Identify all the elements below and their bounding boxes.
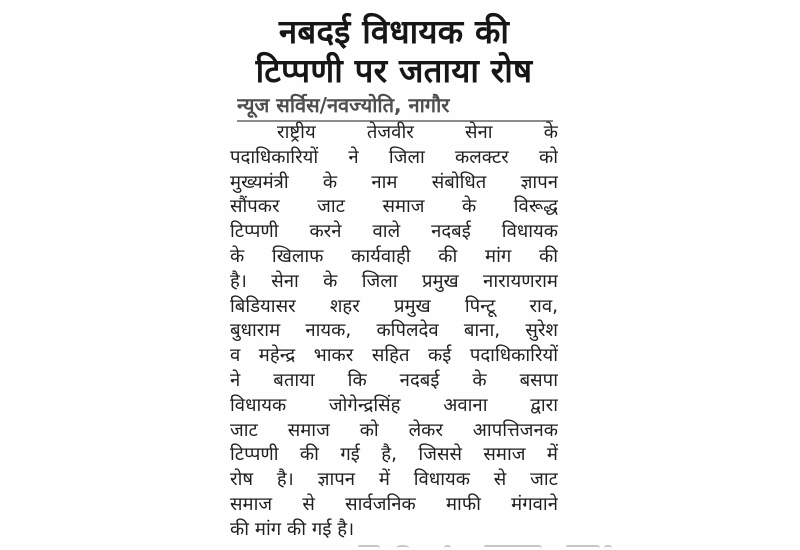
body-line: सौंपकर जाट समाज के विरूद्ध bbox=[230, 196, 558, 218]
article-body bbox=[230, 121, 558, 543]
body-line: राष्ट्रीय तेजवीर सेना के bbox=[277, 122, 558, 143]
headline-line-1: नबदई विधायक की bbox=[278, 12, 510, 51]
byline: न्यूज सर्विस/नवज्योति, नागौर bbox=[237, 91, 553, 122]
body-line: रोष है। ज्ञापन में विधायक से जाट bbox=[230, 469, 558, 491]
scan-artifact bbox=[358, 545, 380, 550]
scan-artifact bbox=[484, 545, 542, 550]
body-line: ने बताया कि नदबई के बसपा bbox=[230, 369, 558, 391]
body-line: के खिलाफ कार्यवाही की मांग की bbox=[230, 245, 558, 267]
scan-artifact-cutoff-line bbox=[352, 543, 614, 550]
scan-artifact bbox=[396, 545, 409, 550]
scan-artifact bbox=[444, 545, 451, 550]
body-line: जाट समाज को लेकर आपत्तिजनक bbox=[230, 419, 558, 441]
body-line: व महेन्द्र भाकर सहित कई पदाधिकारियों bbox=[230, 345, 558, 367]
headline-line-2: टिप्पणी पर जताया रोष bbox=[255, 51, 533, 90]
body-line: की मांग की गई है। bbox=[230, 518, 355, 540]
scan-artifact bbox=[566, 545, 600, 550]
body-line: पदाधिकारियों ने जिला कलक्टर को bbox=[230, 146, 558, 168]
body-line: टिप्पणी की गई है, जिससे समाज में bbox=[230, 444, 558, 466]
body-line: बुधाराम नायक, कपिलदेव बाना, सुरेश bbox=[230, 320, 558, 342]
headline bbox=[222, 12, 566, 90]
scan-artifact bbox=[604, 545, 612, 550]
body-line: बिडियासर शहर प्रमुख पिन्टू राव, bbox=[230, 295, 558, 317]
body-line: है। सेना के जिला प्रमुख नारायणराम bbox=[230, 270, 558, 292]
body-line: समाज से सार्वजनिक माफी मंगवाने bbox=[230, 493, 558, 515]
body-line: टिप्पणी करने वाले नदबई विधायक bbox=[230, 221, 558, 243]
body-line: मुख्यमंत्री के नाम संबोधित ज्ञापन bbox=[230, 171, 558, 193]
body-line: विधायक जोगेन्द्रसिंह अवाना द्वारा bbox=[230, 394, 558, 416]
